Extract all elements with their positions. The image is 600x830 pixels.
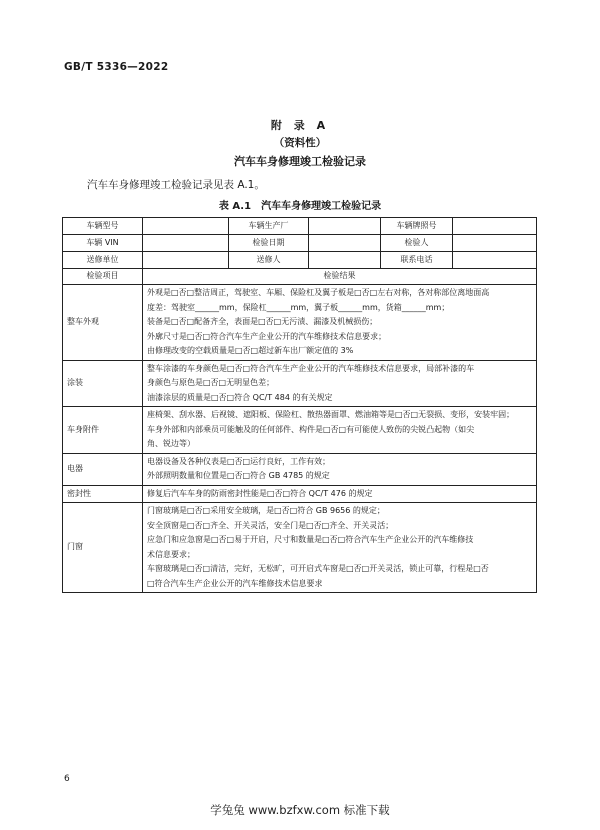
- info-row: [63, 218, 537, 235]
- info-label: 车辆生产厂: [229, 218, 309, 235]
- info-value: [143, 218, 229, 235]
- info-value: [309, 235, 381, 252]
- table-caption-number: 表 A.1: [218, 201, 252, 212]
- info-value: [309, 218, 381, 235]
- result-line: 角、锐边等）: [147, 439, 195, 448]
- result-line: 电器设备及各种仪表是□否□运行良好，工作有效；: [147, 456, 331, 466]
- info-label: 送修单位: [63, 252, 143, 269]
- result-line: 车窗玻璃是□否□清洁，完好，无松旷，可开启式车窗是□否□开关灵活，锁止可靠，行程是□否: [147, 564, 489, 573]
- inspection-row: [63, 453, 537, 485]
- inspection-item: 整车外观: [63, 285, 143, 361]
- inspection-row: [63, 360, 537, 407]
- result-line: 度差：驾驶室______mm，保险杠______mm，翼子板______mm，货箱______mm；: [147, 302, 450, 312]
- result-line: 门窗玻璃是□否□采用安全玻璃，是□否□符合 GB 9656 的规定；: [147, 506, 385, 515]
- column-header-result: 检验结果: [143, 269, 537, 285]
- info-label: 车辆型号: [63, 218, 143, 235]
- intro-text: 汽车车身修理竣工检验记录见表 A.1。: [87, 179, 265, 191]
- page-number: 6: [64, 774, 70, 784]
- info-label: 送修人: [229, 252, 309, 269]
- column-header-row: [63, 269, 537, 285]
- inspection-result: [143, 360, 537, 407]
- result-line: 修复后汽车车身的防雨密封性能是□否□符合 QC/T 476 的规定: [147, 488, 373, 498]
- inspection-result: [143, 407, 537, 454]
- result-line: 整车涂漆的车身颜色是□否□符合汽车生产企业公开的汽车维修技术信息要求，局部补漆的车: [147, 363, 475, 373]
- result-line: 车身外部和内部乘员可能触及的任何部件、构件是□否□有可能使人致伤的尖锐凸起物（如尖: [147, 424, 475, 434]
- inspection-item: 电器: [63, 453, 143, 485]
- result-line: 术信息要求；: [147, 549, 195, 559]
- info-label: 检验日期: [229, 235, 309, 252]
- result-line: 安全顶窗是□否□齐全、开关灵活，安全门是□否□齐全、开关灵活；: [147, 520, 394, 530]
- result-line: 外部照明数量和位置是□否□符合 GB 4785 的规定: [147, 471, 330, 480]
- inspection-row: [63, 503, 537, 593]
- info-label: 车辆牌照号: [381, 218, 453, 235]
- result-line: 由修理改变的空载质量是□否□超过新车出厂额定值的 3%: [147, 346, 354, 355]
- standard-code: GB/T 5336—2022: [64, 61, 169, 73]
- annex-heading: 汽车车身修理竣工检验记录: [234, 155, 366, 168]
- inspection-record-table: [62, 217, 537, 593]
- inspection-row: [63, 485, 537, 503]
- inspection-row: [63, 407, 537, 454]
- info-value: [143, 252, 229, 269]
- result-line: 身颜色与原色是□否□无明显色差；: [147, 378, 275, 387]
- result-line: 油漆涂层的质量是□否□符合 QC/T 484 的有关规定: [147, 392, 333, 402]
- column-header-item: 检验项目: [63, 269, 143, 285]
- inspection-result: [143, 485, 537, 503]
- info-label: 联系电话: [381, 252, 453, 269]
- footer-watermark: 学兔兔 www.bzfxw.com 标准下载: [210, 803, 390, 817]
- info-value: [453, 235, 537, 252]
- table-caption-title: 汽车车身修理竣工检验记录: [261, 201, 382, 212]
- inspection-result: [143, 453, 537, 485]
- inspection-item: 车身附件: [63, 407, 143, 454]
- inspection-result: [143, 285, 537, 361]
- inspection-row: [63, 285, 537, 361]
- info-row: [63, 235, 537, 252]
- inspection-result: [143, 503, 537, 593]
- result-line: □符合汽车生产企业公开的汽车维修技术信息要求: [147, 578, 323, 588]
- annex-nature: （资料性）: [273, 137, 327, 149]
- info-value: [453, 252, 537, 269]
- inspection-item: 密封性: [63, 485, 143, 503]
- info-value: [453, 218, 537, 235]
- info-value: [309, 252, 381, 269]
- info-label: 车辆 VIN: [63, 235, 143, 252]
- result-line: 外廓尺寸是□否□符合汽车生产企业公开的汽车维修技术信息要求；: [147, 331, 387, 341]
- table-caption: [0, 197, 600, 212]
- result-line: 座椅架、刮水器、后视镜、遮阳板、保险杠、散热器面罩、燃油箱等是□否□无裂损、变形，安装牢固；: [147, 410, 515, 419]
- info-value: [143, 235, 229, 252]
- info-row: [63, 252, 537, 269]
- result-line: 应急门和应急窗是□否□易于开启，尺寸和数量是□否□符合汽车生产企业公开的汽车维修技: [147, 535, 474, 544]
- info-label: 检验人: [381, 235, 453, 252]
- inspection-item: 门窗: [63, 503, 143, 593]
- inspection-item: 涂装: [63, 360, 143, 407]
- annex-title: 附 录 A: [270, 119, 330, 132]
- result-line: 装备是□否□配备齐全，表面是□否□无污渍、漏漆及机械损伤；: [147, 317, 378, 326]
- result-line: 外观是□否□整洁周正，驾驶室、车厢、保险杠及翼子板是□否□左右对称，各对称部位离地面高: [147, 288, 490, 297]
